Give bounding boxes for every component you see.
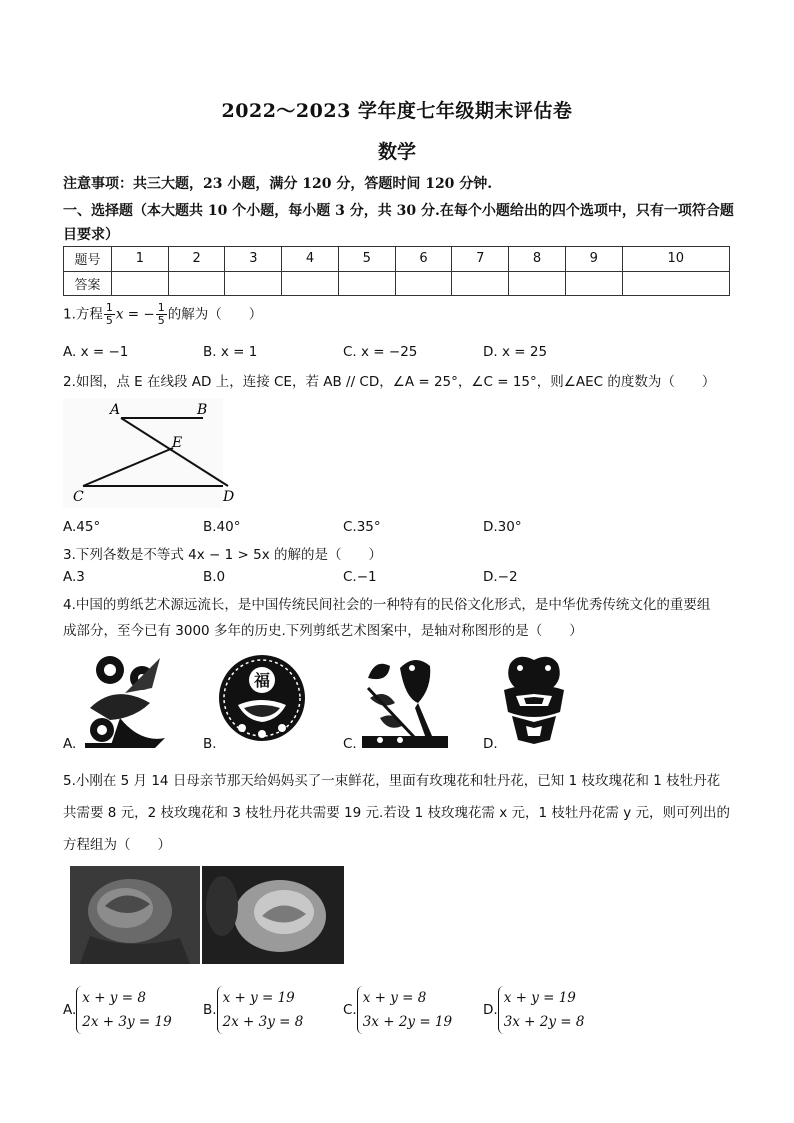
answer-cell[interactable]	[509, 271, 566, 296]
answer-cell[interactable]	[622, 271, 729, 296]
q2-geometry-figure	[63, 398, 235, 508]
peony-photo	[202, 866, 344, 964]
q5-option-b[interactable]: B. x + y = 19 2x + 3y = 8	[203, 986, 303, 1034]
label-b: B	[197, 402, 208, 418]
question-number-cell: 7	[452, 247, 509, 272]
q1-option-a[interactable]: A. x = −1	[63, 344, 129, 360]
q3-option-b[interactable]: B.0	[203, 569, 226, 585]
question-5-line-2: 共需要 8 元，2 枝玫瑰花和 3 枝牡丹花共需要 19 元.若设 1 枝玫瑰花需 x 元，1 枝牡丹花需 y 元，则可列出的	[63, 805, 730, 821]
equation-system: x + y = 19 2x + 3y = 8	[217, 986, 304, 1034]
table-row	[64, 271, 730, 296]
rose-photo	[70, 866, 200, 964]
q5-option-c[interactable]: C. x + y = 8 3x + 2y = 19	[343, 986, 452, 1034]
exam-title: 2022～2023 学年度七年级期末评估卷	[221, 100, 573, 122]
section1-heading: 一、选择题（本大题共 10 个小题，每小题 3 分，共 30 分.在每个小题给出的四个选项中，只有一项符合题目要求）	[63, 203, 734, 243]
q5-option-a[interactable]: A. x + y = 8 2x + 3y = 19	[63, 986, 172, 1034]
question-5-line-3: 方程组为（ ）	[63, 837, 171, 853]
question-4-line-1: 4.中国的剪纸艺术源远流长，是中国传统民间社会的一种特有的民俗文化形式，是中华优秀传统文化的重要组	[63, 597, 711, 613]
papercut-c-image	[360, 648, 450, 748]
q1-prefix: 1.方程	[63, 306, 103, 323]
q2-option-c[interactable]: C.35°	[343, 519, 381, 535]
q1-option-c[interactable]: C. x = −25	[343, 344, 418, 360]
label-c: C	[73, 489, 84, 505]
seal-character: 福	[253, 671, 271, 690]
answer-cell[interactable]	[282, 271, 339, 296]
q1-equation: x = −	[115, 306, 155, 323]
answer-cell[interactable]	[225, 271, 282, 296]
question-number-cell: 4	[282, 247, 339, 272]
table-header-cell: 题号	[64, 247, 112, 272]
q1-fraction-2: $\frac{1}{5}$	[157, 301, 165, 327]
table-row	[64, 247, 730, 272]
question-5-line-1: 5.小刚在 5 月 14 日母亲节那天给妈妈买了一束鲜花，里面有玫瑰花和牡丹花，已知 1 枝玫瑰花和 1 枝牡丹花	[63, 773, 721, 789]
question-number-cell: 1	[112, 247, 169, 272]
equation-system: x + y = 8 3x + 2y = 19	[357, 986, 452, 1034]
answer-cell[interactable]	[565, 271, 622, 296]
papercut-d-image	[498, 650, 570, 746]
answer-cell[interactable]	[112, 271, 169, 296]
q1-fraction-1: $\frac{1}{5}$	[105, 301, 113, 327]
question-number-cell: 8	[509, 247, 566, 272]
answer-cell[interactable]	[452, 271, 509, 296]
label-d: D	[223, 489, 235, 505]
q1-option-d[interactable]: D. x = 25	[483, 344, 548, 360]
q2-option-b[interactable]: B.40°	[203, 519, 241, 535]
label-a: A	[110, 402, 121, 418]
papercut-b-image	[218, 650, 306, 746]
q4-option-b[interactable]: B.	[203, 736, 217, 752]
question-number-cell: 6	[395, 247, 452, 272]
answer-cell[interactable]	[395, 271, 452, 296]
question-number-cell: 3	[225, 247, 282, 272]
q1-option-b[interactable]: B. x = 1	[203, 344, 258, 360]
q2-option-d[interactable]: D.30°	[483, 519, 522, 535]
table-header-cell: 答案	[64, 271, 112, 296]
papercut-a-image	[80, 648, 170, 748]
question-number-cell: 5	[338, 247, 395, 272]
q4-option-c[interactable]: C.	[343, 736, 357, 752]
question-3: 3.下列各数是不等式 4x − 1 > 5x 的解的是（ ）	[63, 547, 382, 563]
q2-option-a[interactable]: A.45°	[63, 519, 101, 535]
answer-table	[63, 246, 730, 296]
answer-cell[interactable]	[168, 271, 225, 296]
question-2: 2.如图，点 E 在线段 AD 上，连接 CE，若 AB // CD，∠A = 25°，∠C = 15°，则∠AEC 的度数为（ ）	[63, 374, 716, 390]
answer-cell[interactable]	[338, 271, 395, 296]
q4-option-d[interactable]: D.	[483, 736, 498, 752]
q5-option-d[interactable]: D. x + y = 19 3x + 2y = 8	[483, 986, 584, 1034]
q1-suffix: 的解为（ ）	[167, 306, 263, 323]
notice-text: 注意事项：共三大题，23 小题，满分 120 分，答题时间 120 分钟.	[63, 176, 493, 192]
q4-option-a[interactable]: A.	[63, 736, 77, 752]
question-1	[63, 302, 262, 327]
q3-option-c[interactable]: C.−1	[343, 569, 377, 585]
subject-title: 数学	[377, 141, 416, 163]
q3-option-a[interactable]: A.3	[63, 569, 85, 585]
question-4-line-2: 成部分，至今已有 3000 多年的历史.下列剪纸艺术图案中，是轴对称图形的是（ ）	[63, 623, 583, 639]
question-number-cell: 2	[168, 247, 225, 272]
equation-system: x + y = 19 3x + 2y = 8	[498, 986, 585, 1034]
question-number-cell: 10	[622, 247, 729, 272]
q3-option-d[interactable]: D.−2	[483, 569, 518, 585]
label-e: E	[172, 435, 183, 451]
question-number-cell: 9	[565, 247, 622, 272]
equation-system: x + y = 8 2x + 3y = 19	[76, 986, 171, 1034]
